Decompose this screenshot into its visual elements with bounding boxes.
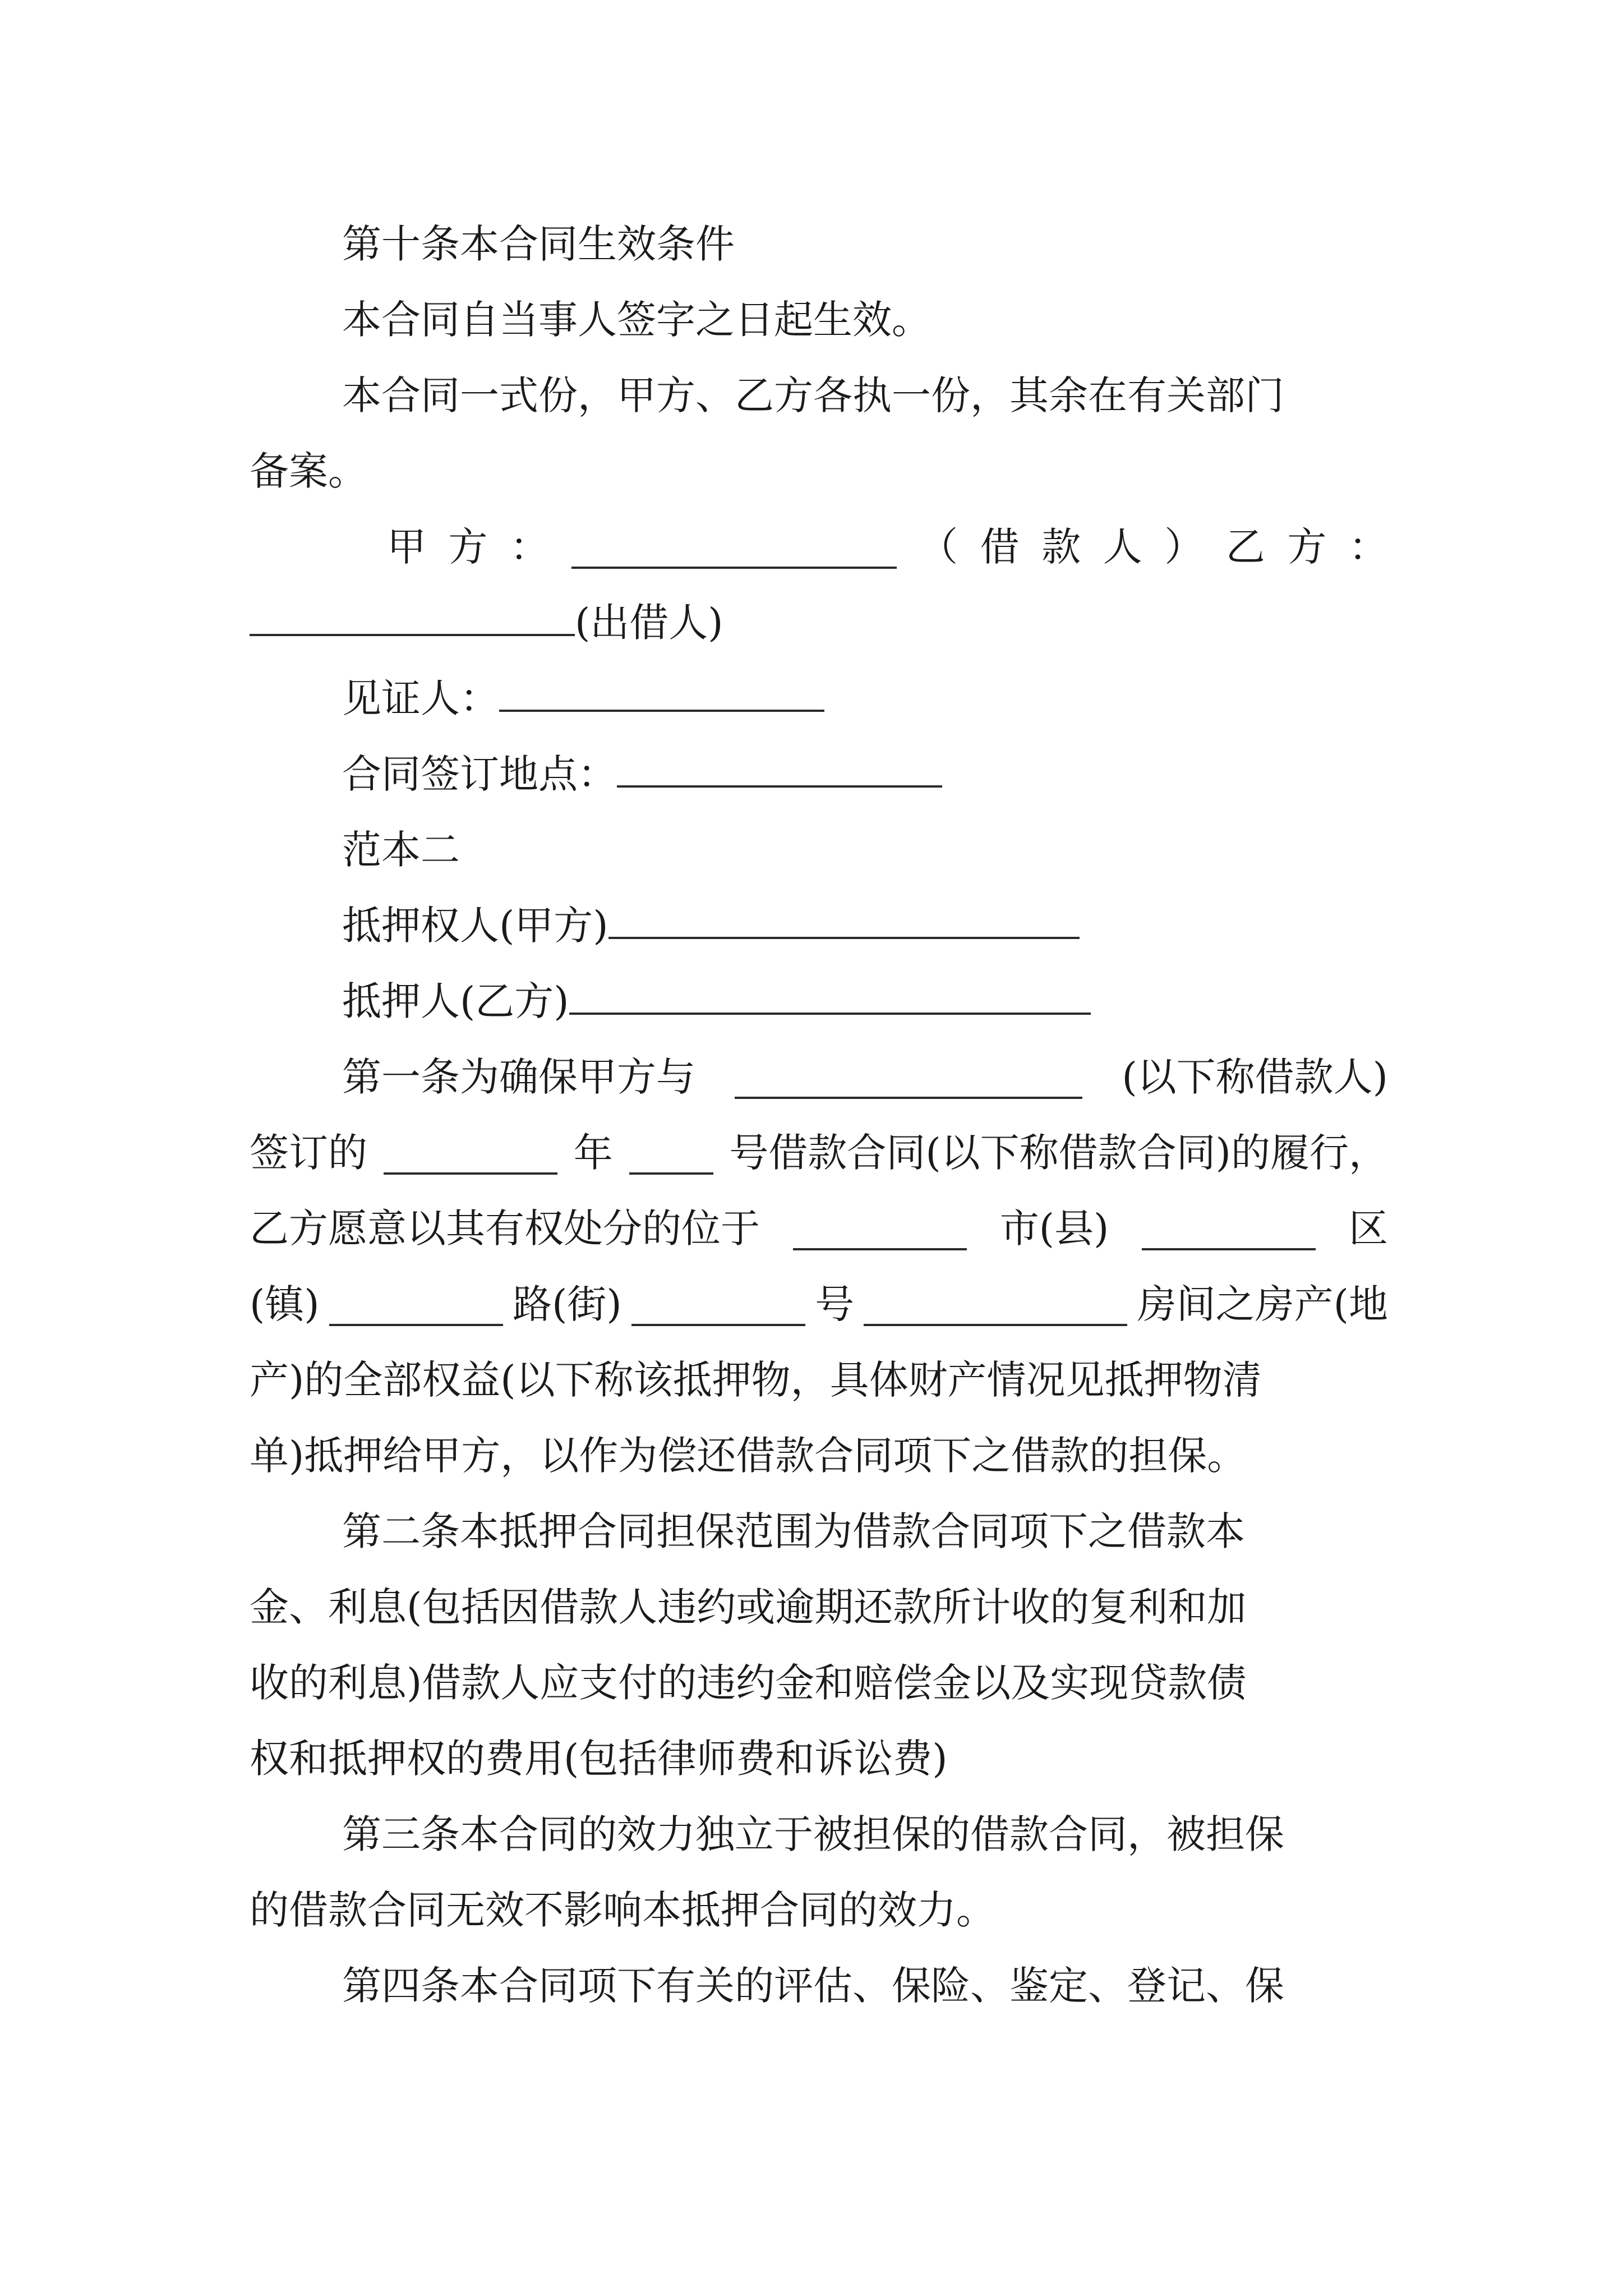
article-1-line-2 [250, 1119, 1388, 1186]
effective-clause: 本合同自当事人签字之日起生效。 [342, 297, 931, 343]
article-1-line-1 [342, 1043, 1388, 1111]
article-1-text: (以下称借款人) [1122, 1054, 1388, 1100]
article-2-line-4: 权和抵押权的费用(包括律师费和诉讼费) [250, 1736, 948, 1782]
article-4-line-1: 第四条本合同项下有关的评估、保险、鉴定、登记、保 [342, 1963, 1284, 2009]
party-b-label-char: ： [1348, 524, 1388, 570]
borrower-label-char: ） [1164, 524, 1204, 570]
article-3-line-1: 第三条本合同的效力独立于被担保的借款合同，被担保 [342, 1811, 1284, 1857]
article-1-text: 号借款合同(以下称借款合同)的履行， [729, 1130, 1388, 1176]
article-1-text: 区 [1349, 1205, 1388, 1251]
party-a-name-blank[interactable] [571, 525, 897, 569]
signature-line-lender [250, 589, 1388, 656]
contract-year-blank[interactable] [384, 1131, 557, 1175]
article-10-heading: 第十条本合同生效条件 [342, 221, 735, 267]
witness-blank[interactable] [499, 668, 824, 712]
copies-clause-text: 本合同一式份，甲方、乙方各执一份，其余在有关部门 [342, 372, 1284, 418]
article-2-line-2: 金、利息(包括因借款人违约或逾期还款所计收的复利和加 [250, 1584, 1247, 1630]
article-1-text: 房间之房产(地 [1137, 1281, 1388, 1327]
signing-place-label: 合同签订地点： [342, 751, 617, 797]
mortgagor-blank[interactable] [569, 971, 1091, 1015]
witness-line [342, 665, 1388, 732]
mortgagee-blank[interactable] [608, 895, 1080, 939]
article-1-text: 号 [815, 1281, 855, 1327]
article-1-text: 年 [573, 1130, 613, 1176]
city-county-blank[interactable] [793, 1207, 967, 1250]
article-2-line-1: 第二条本抵押合同担保范围为借款合同项下之借款本 [342, 1508, 1245, 1554]
borrower-name-blank[interactable] [735, 1055, 1082, 1099]
article-2-line-3: 收的利息)借款人应支付的违约金和赔偿金以及实现贷款债 [250, 1660, 1247, 1706]
signing-place-blank[interactable] [617, 744, 942, 788]
article-1-text: 路(街) [513, 1281, 622, 1327]
mortgagee-label: 抵押权人(甲方) [342, 903, 608, 949]
article-1-line-6: 单)抵押给甲方，以作为偿还借款合同项下之借款的担保。 [250, 1433, 1247, 1479]
party-a-label-char: 甲 [387, 524, 426, 570]
party-b-label-char: 乙 [1225, 524, 1265, 570]
party-a-label-char: ： [510, 524, 550, 570]
contract-number-blank[interactable] [629, 1131, 713, 1175]
article-1-text: (镇) [250, 1281, 320, 1327]
copies-clause-end: 备案。 [250, 448, 367, 494]
room-number-blank[interactable] [864, 1282, 1127, 1326]
party-a-label-char: 方 [448, 524, 488, 570]
party-b-name-blank[interactable] [250, 592, 575, 636]
district-blank[interactable] [1142, 1207, 1316, 1250]
signature-line-parties [387, 513, 1388, 581]
article-1-line-3 [250, 1195, 1388, 1262]
borrower-label-char: 人 [1103, 524, 1142, 570]
mortgagor-label: 抵押人(乙方) [342, 978, 569, 1024]
copies-clause [342, 362, 1388, 429]
article-1-line-4 [250, 1271, 1388, 1338]
party-b-label-char: 方 [1287, 524, 1327, 570]
article-1-line-5: 产)的全部权益(以下称该抵押物，具体财产情况见抵押物清 [250, 1357, 1262, 1403]
borrower-label-char: （ [919, 524, 958, 570]
article-1-text: 签订的 [250, 1130, 367, 1176]
lender-label: (出借人) [575, 600, 723, 646]
mortgagee-line [342, 892, 1388, 959]
borrower-label-char: 借 [980, 524, 1020, 570]
article-1-text: 市(县) [999, 1205, 1109, 1251]
town-blank[interactable] [329, 1282, 503, 1326]
mortgagor-line [342, 968, 1388, 1035]
article-3-line-2: 的借款合同无效不影响本抵押合同的效力。 [250, 1887, 995, 1933]
article-1-text: 乙方愿意以其有权处分的位于 [250, 1205, 760, 1251]
article-1-text: 第一条为确保甲方与 [342, 1054, 695, 1100]
signing-place-line [342, 740, 1388, 808]
road-street-blank[interactable] [631, 1282, 805, 1326]
witness-label: 见证人： [342, 675, 499, 721]
borrower-label-char: 款 [1041, 524, 1081, 570]
template-two-heading: 范本二 [342, 827, 460, 873]
